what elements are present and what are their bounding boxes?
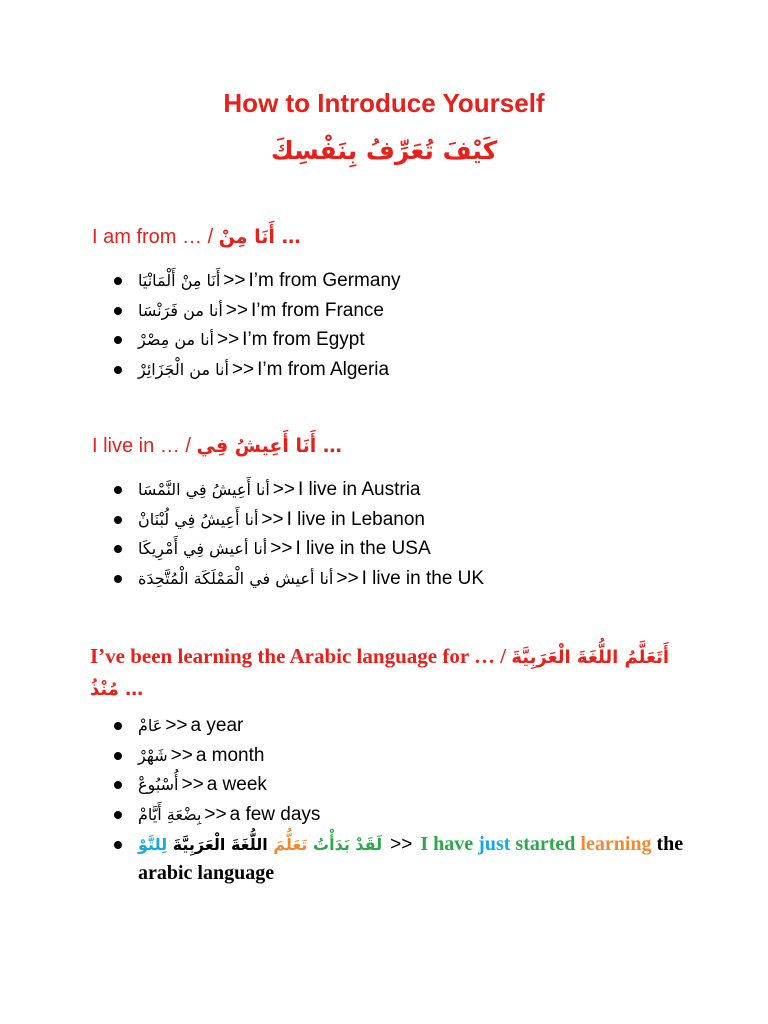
list-live xyxy=(112,475,484,593)
section-heading-learning xyxy=(90,641,680,705)
list-item: أنا أَعِيشُ فِي النَّمْسَا >> I live in Austria xyxy=(112,475,484,505)
list-item: أُسْبُوعْ >> a week xyxy=(112,770,320,800)
list-item: عَامْ >> a year xyxy=(112,711,320,741)
list-item: أنا أعيش فِي أَمْرِيكَا >> I live in the USA xyxy=(112,534,484,564)
section-heading-from xyxy=(92,226,301,249)
heading-en: I’ve been learning the Arabic language for … / xyxy=(90,644,512,668)
arabic-sentence: لَقَدْ بَدَأْتُ تَعَلُّمَ اللُّغَةَ الْعَرَبِيَّةَ لِلتَّوْ xyxy=(138,835,383,854)
heading-en: I am from … / xyxy=(92,226,219,248)
heading-ar: أَنَا أَعِيشُ فِي … xyxy=(196,435,342,457)
heading-en: I live in … / xyxy=(92,435,197,457)
list-item: أنا من فَرَنْسَا >> I’m from France xyxy=(112,296,401,326)
heading-ar: أَتَعَلَّمُ اللُّغَةَ الْعَرَبِيَّةَ مُنْذُ … xyxy=(90,647,670,700)
list-item: أنا من الْجَزَائِرْ >> I’m from Algeria xyxy=(112,355,401,385)
list-item: أَنَا مِنْ أَلْمَانْيَا >> I’m from Germany xyxy=(112,266,401,296)
list-item: أنا من مِصْرْ >> I’m from Egypt xyxy=(112,325,401,355)
list-item: أنا أعيش في الْمَمْلَكَة الْمُتَّحِدَة >> I live in the UK xyxy=(112,564,484,594)
page-title: How to Introduce Yourself xyxy=(223,88,545,118)
list-item: بِضْعَةِ أَيَّامْ >> a few days xyxy=(112,800,320,830)
list-item-just-started: لَقَدْ بَدَأْتُ تَعَلُّمَ اللُّغَةَ الْعَرَبِيَّةَ لِلتَّوْ >> I have just started learning the arabic language xyxy=(112,830,708,888)
list-item: أنا أَعِيشُ فِي لُبْنَانْ >> I live in Lebanon xyxy=(112,505,484,535)
list-from xyxy=(112,266,401,384)
page-title-arabic: كَيْفَ تُعَرِّفُ بِنَفْسِكَ xyxy=(270,136,498,165)
heading-ar: أَنَا مِنْ … xyxy=(218,226,301,248)
list-item: شَهْرْ >> a month xyxy=(112,741,320,771)
list-duration xyxy=(112,711,320,829)
section-heading-live xyxy=(92,435,342,458)
